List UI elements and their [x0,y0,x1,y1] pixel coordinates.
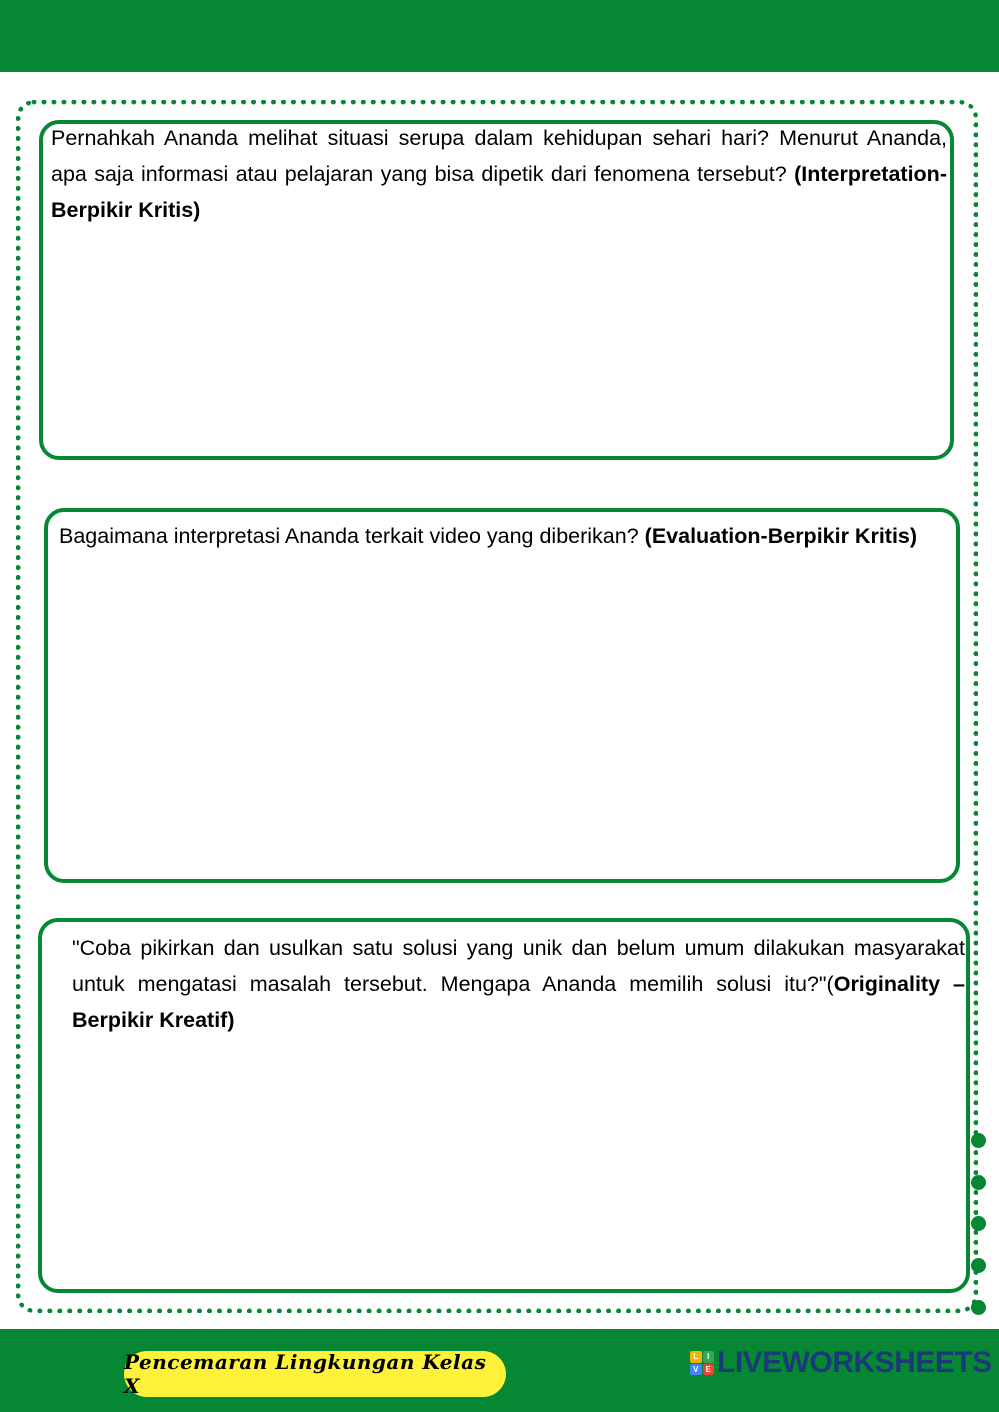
logo-letter-e: E [703,1364,715,1376]
logo-letter-l: L [690,1351,702,1363]
question-2-text [59,518,939,554]
decorative-dot [971,1133,986,1148]
logo-letter-v: V [690,1364,702,1376]
top-header-bar [0,0,999,72]
decorative-dot [971,1216,986,1231]
answer-input-2[interactable] [59,600,948,869]
question-3-text [72,930,965,1038]
decorative-dot [971,1175,986,1190]
question-1-prompt: Pernahkah Ananda melihat situasi serupa dalam kehidupan sehari hari? Menurut Ananda, apa saja informasi atau pelajaran yang bisa dipetik dari fenomena tersebut? [51,126,947,186]
question-1-tag: (Interpretation-Berpikir Kritis) [51,162,947,222]
footer-title-pill [124,1351,506,1397]
question-3-prompt: "Coba pikirkan dan usulkan satu solusi yang unik dan belum umum dilakukan masyarakat untuk mengatasi masalah tersebut. Mengapa Ananda memilih solusi itu?"( [72,936,965,996]
decorative-dot [971,1258,986,1273]
decorative-dot [971,1300,986,1315]
answer-input-1[interactable] [51,235,945,449]
logo-letter-i: I [703,1351,715,1363]
question-2-prompt: Bagaimana interpretasi Ananda terkait video yang diberikan? [59,524,639,548]
liveworksheets-brand[interactable] [690,1343,992,1383]
answer-input-3[interactable] [72,1045,956,1279]
question-2-tag: (Evaluation-Berpikir Kritis) [644,524,918,548]
question-3-tag: Originality – Berpikir Kreatif) [72,972,965,1032]
footer-title: Pencemaran Lingkungan Kelas X [124,1350,487,1398]
liveworksheets-logo-icon [690,1351,714,1375]
question-1-text [51,120,947,228]
liveworksheets-wordmark: LIVEWORKSHEETS [717,1346,992,1379]
